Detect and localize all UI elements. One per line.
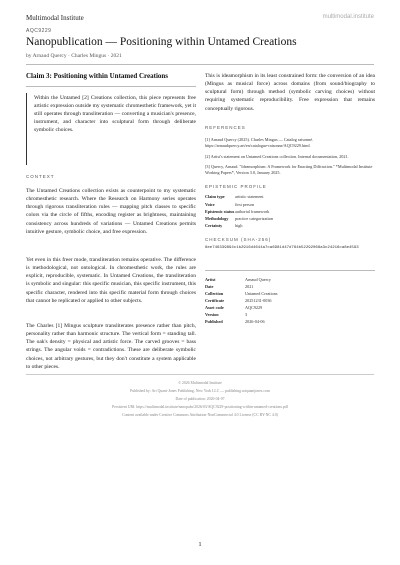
metadata-key: Version [205, 312, 219, 318]
metadata-row [205, 276, 277, 283]
footer [40, 380, 360, 420]
metadata-value: 20251231-0036 [245, 298, 272, 304]
profile-key: Methodology [205, 215, 229, 221]
claim-heading: Claim 3: Positioning within Untamed Creations [26, 72, 169, 80]
profile-value: artistic statement [235, 194, 264, 200]
header-divider [26, 64, 374, 65]
top-bar [26, 14, 374, 24]
page-number: 1 [198, 541, 202, 548]
metadata-key: Artist [205, 277, 216, 283]
reference-item[interactable]: [1] Arnaud Quercy (2025). Charles Mingus — Catalog raisonné. https://arnaudquercy.art/en/catalogue-raisonne/AQC9229.html [205, 137, 314, 149]
metadata-value: 3 [245, 312, 248, 318]
profile-row [205, 200, 375, 207]
metadata-row [205, 297, 277, 304]
metadata-value: Arnaud Quercy [245, 277, 271, 283]
profile-key: Epistemic status [205, 208, 235, 214]
metadata-key: Asset code [205, 305, 224, 311]
publication-date-line: Date of publication: 2026-04-07 [175, 396, 225, 401]
metadata-row [205, 283, 277, 290]
copyright-line: © 2026 Multimodal Institute [178, 381, 222, 385]
metadata-row [205, 311, 277, 318]
persistent-uri-line[interactable]: Persistent URI: https://multimodal.institute/nanopubs/2026/03/AQC9229-positioning-within-untamed-creations.pdf [112, 404, 288, 409]
context-paragraph: Yet even in this freer mode, transliteration remains operative. The difference is methodological, not ontological. In chromesthetic work, the rules are explicit, reproducible, systematic. In Untamed Creations, the transliteration is symbolic and singular: this specific musician, this specific instrument, this specific character, rendered into this specific material form through choices that cannot be replicated or applied to other subjects. [26, 257, 196, 304]
checksum-label: CHECKSUM (SHA-256) [205, 237, 272, 243]
metadata-row [205, 290, 277, 297]
metadata-value: Untamed Creations [245, 291, 278, 297]
metadata-key: Date [205, 284, 214, 290]
metadata-value: 2026-04-06 [245, 319, 265, 325]
references-label: REFERENCES [205, 125, 246, 130]
byline: by Arnaud Quercy · Charles Mingus · 2021 [26, 53, 122, 59]
page-title: Nanopublication — Positioning within Untamed Creations [26, 36, 297, 48]
profile-value: practice categorization [235, 215, 274, 221]
context-label: CONTEXT [26, 174, 55, 179]
metadata-divider [205, 270, 375, 271]
license-line: Content available under Creative Commons Attribution-NonCommercial 4.0 License (CC BY-NC 4.0) [122, 412, 278, 417]
reference-item: [3] Quercy, Arnaud. "Ideamorphism: A Framework for Enacting Diffraction." *Multimodal Institute Working Papers*, Version 3.0, January 2025. [205, 164, 373, 176]
publisher-line[interactable]: Published by: Art Quant-Jones Publishing, New York LLC — publishing.artquantjones.com [130, 388, 270, 393]
ideamorphism-paragraph: This is ideamorphism in its least constrained form: the conversion of an idea (Mingus as musical force) across domains (from sound/biography to sculptural form) through method (symbolic carving choices) without requiring systematic reproducibility. Free expression that remains conceptually rigorous. [205, 73, 375, 112]
metadata-table [205, 276, 277, 325]
metadata-key: Collection [205, 291, 224, 297]
claim-quote: Within the Untamed [2] Creations collection, this piece represents free artistic expression outside my systematic chromesthetic framework, yet it still operates through transliteration — converting a musician's presence, instrument, and character into sculptural form through deliberate symbolic choices. [26, 93, 196, 165]
context-paragraph: The Charles [1] Mingus sculpture transliterates presence rather than pitch, personality rather than harmonic structure. The vertical form = standing tall. The oak's density = physical and artistic force. The carved grooves = bass strings. The angular voids = contradictions. These are deliberate symbolic choices, not arbitrary gestures, but they don't constitute a system applicable to other pieces. [26, 323, 196, 370]
metadata-row [205, 318, 277, 325]
profile-value: high [235, 223, 243, 229]
left-column [26, 72, 196, 376]
reference-item: [2] Artist's statement on Untamed Creations collection. Internal documentation, 2021. [205, 154, 349, 159]
context-paragraph: The Untamed Creations collection exists as counterpoint to my systematic chromesthetic research. Where the Research on Harmony series operates through rigorous transliteration rules — mapping pitch classes to specific colors via the circle of fifths, encoding register as brightness, maintaining consistency across hundreds of variations — Untamed Creations permits intuitive gesture, symbolic choice, and free expression. [26, 188, 196, 235]
profile-value: authorial framework [235, 208, 270, 214]
footer-divider [26, 374, 374, 375]
profile-key: Claim type [205, 194, 225, 200]
profile-key: Certainty [205, 223, 223, 229]
metadata-value: 2021 [245, 284, 254, 290]
metadata-key: Certificate [205, 298, 225, 304]
claim-divider [26, 86, 196, 87]
metadata-value: AQC9229 [245, 305, 263, 311]
profile-row [205, 193, 375, 200]
epistemic-profile-label: EPISTEMIC PROFILE [205, 184, 267, 190]
checksum-value: 8ee746339894c1b2916d4644a7ca6981d47d764b52292068a3c24216ca8e4593 [205, 246, 359, 251]
watermark-domain: multimodal.institute [322, 14, 374, 20]
epistemic-profile-table [205, 193, 375, 229]
profile-row [205, 208, 375, 215]
institute-name: Multimodal Institute [26, 14, 84, 22]
profile-value: first person [235, 201, 254, 207]
profile-key: Voice [205, 201, 215, 207]
metadata-row [205, 304, 277, 311]
metadata-key: Published [205, 319, 223, 325]
right-column [205, 72, 375, 325]
document-id: AQC9229 [26, 28, 52, 34]
profile-row [205, 215, 375, 222]
profile-row [205, 222, 375, 229]
